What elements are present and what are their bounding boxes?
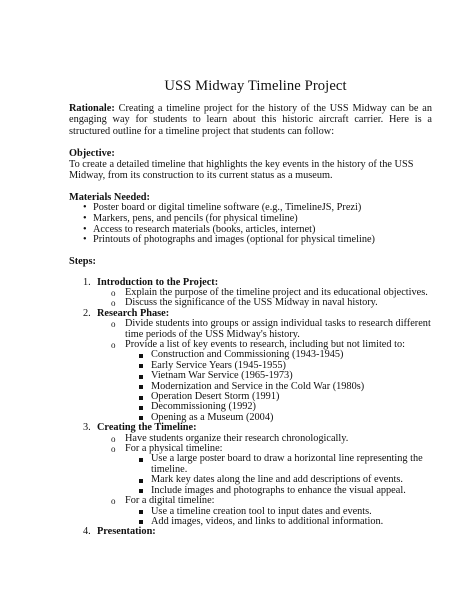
step-heading: Introduction to the Project: — [97, 276, 219, 288]
step-sublist — [97, 319, 432, 423]
step-item — [83, 309, 432, 423]
materials-heading: Materials Needed: — [69, 191, 150, 203]
list-item: Use a large poster board to draw a horizontal line representing the timeline. — [139, 454, 432, 475]
list-item — [111, 496, 432, 527]
list-item: Mark key dates along the line and add descriptions of events. — [139, 475, 432, 485]
event-item: Vietnam War Service (1965-1973) — [139, 371, 432, 381]
digital-list — [125, 507, 432, 528]
event-item: Decommissioning (1992) — [139, 402, 432, 412]
rationale-text: Creating a timeline project for the history of the USS Midway can be an engaging way for students to learn about this historic aircraft carrier. Here is a structured outline for a timeline project that students can follow: — [69, 103, 432, 137]
list-item — [111, 340, 432, 423]
list-item: • Printouts of photographs and images (optional for physical timeline) — [83, 235, 432, 246]
event-item: Modernization and Service in the Cold War (1980s) — [139, 382, 432, 392]
list-item: • Markers, pens, and pencils (for physical timeline) — [83, 214, 432, 225]
list-item: Add images, videos, and links to additional information. — [139, 517, 432, 527]
steps-heading: Steps: — [69, 256, 96, 268]
page-title: USS Midway Timeline Project — [164, 78, 347, 94]
step-item — [83, 527, 432, 537]
step-number: 1. — [83, 276, 91, 288]
objective-heading: Objective: — [69, 147, 115, 159]
event-item: Opening as a Museum (2004) — [139, 413, 432, 423]
list-item-text: For a physical timeline: — [125, 443, 223, 455]
rationale-label: Rationale: — [69, 103, 115, 114]
step-number: 2. — [83, 307, 91, 319]
rationale-paragraph — [69, 103, 432, 137]
steps-list — [69, 278, 432, 538]
step-number: 3. — [83, 422, 91, 434]
event-item: Construction and Commissioning (1943-1945) — [139, 350, 432, 360]
step-item — [83, 423, 432, 527]
materials-list — [69, 203, 432, 246]
physical-list — [125, 454, 432, 496]
list-item-text: Provide a list of key events to research, including but not limited to: — [125, 339, 405, 350]
list-item: Include images and photographs to enhance the visual appeal. — [139, 486, 432, 496]
list-item: o Explain the purpose of the timeline project and its educational objectives. — [111, 288, 432, 298]
event-item: Operation Desert Storm (1991) — [139, 392, 432, 402]
list-item: o Have students organize their research chronologically. — [111, 434, 432, 444]
step-sublist — [97, 434, 432, 528]
events-list — [125, 350, 432, 423]
step-number: 4. — [83, 526, 91, 538]
step-heading: Creating the Timeline: — [97, 422, 197, 434]
list-item: o Discuss the significance of the USS Midway in naval history. — [111, 298, 432, 308]
step-heading: Presentation: — [97, 526, 156, 538]
step-item — [83, 278, 432, 309]
event-item: Early Service Years (1945-1955) — [139, 361, 432, 371]
list-item: o Divide students into groups or assign individual tasks to research different time periods of the USS Midway's history. — [111, 319, 432, 340]
list-item: Use a timeline creation tool to input dates and events. — [139, 507, 432, 517]
step-heading: Research Phase: — [97, 307, 170, 319]
list-item-text: For a digital timeline: — [125, 495, 215, 507]
list-item: • Access to research materials (books, articles, internet) — [83, 225, 432, 236]
objective-text: To create a detailed timeline that highlights the key events in the history of the USS Midway, from its construction to its current status as a museum. — [69, 159, 414, 182]
list-item — [111, 444, 432, 496]
list-item: • Poster board or digital timeline software (e.g., TimelineJS, Prezi) — [83, 203, 432, 214]
step-sublist — [97, 288, 432, 309]
